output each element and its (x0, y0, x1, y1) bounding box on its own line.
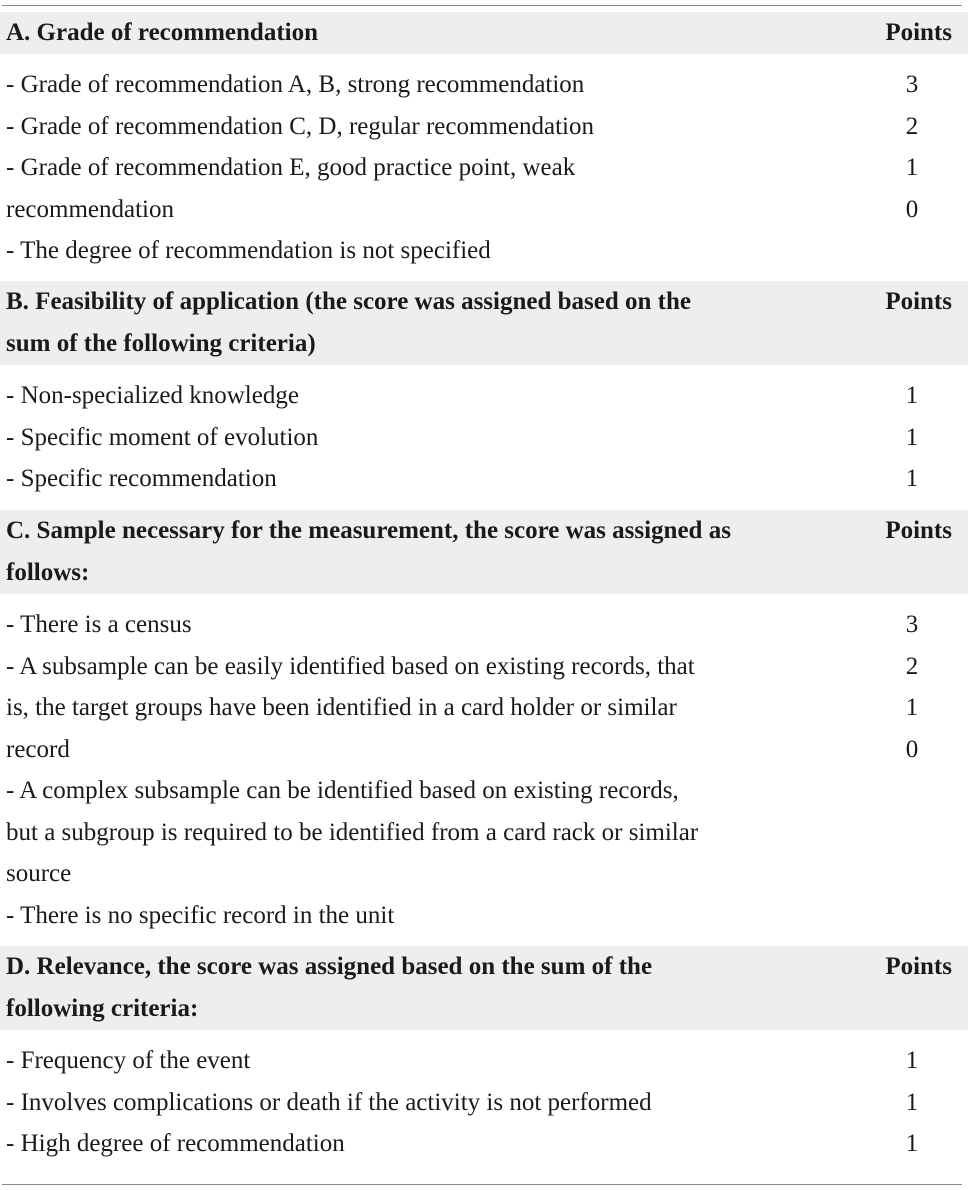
points-list (880, 604, 944, 770)
list-item: - There is no specific record in the unit (6, 901, 395, 929)
point-value: 1 (905, 382, 919, 409)
list-item: - Specific moment of evolution (6, 423, 319, 451)
list-item: - The degree of recommendation is not specified (6, 237, 491, 264)
section-grade-of-recommendation (0, 12, 968, 54)
point-value: 0 (905, 195, 919, 223)
points-list (880, 64, 944, 230)
list-item: recommendation (6, 195, 174, 223)
list-item: record (6, 735, 70, 763)
criteria-list (6, 375, 846, 500)
list-item: - A subsample can be easily identified based on existing records, that (6, 652, 695, 680)
section-relevance (0, 946, 968, 1030)
list-item: source (6, 860, 72, 887)
list-item: - There is a census (6, 611, 192, 638)
section-title: D. Relevance, the score was assigned based on the sum of the following criteria: (6, 953, 653, 1022)
list-item: is, the target groups have been identified in a card holder or similar (6, 694, 677, 721)
criteria-list (6, 64, 846, 272)
list-item: - Grade of recommendation C, D, regular recommendation (6, 112, 594, 140)
point-value: 0 (905, 735, 919, 763)
points-header: Points (885, 19, 952, 46)
list-item: - Grade of recommendation A, B, strong recommendation (6, 71, 585, 98)
points-header: Points (885, 953, 952, 980)
list-item: - Grade of recommendation E, good practice point, weak (6, 154, 576, 181)
points-header: Points (885, 288, 952, 315)
point-value: 3 (905, 71, 919, 98)
section-title: B. Feasibility of application (the score was assigned based on the sum of the following criteria) (6, 288, 691, 357)
list-item: - Frequency of the event (6, 1047, 251, 1074)
point-value: 1 (905, 694, 919, 721)
table-bottom-rule (2, 1184, 962, 1185)
point-value: 1 (905, 154, 919, 181)
criteria-list (6, 1040, 846, 1165)
point-value: 1 (905, 1088, 919, 1116)
point-value: 1 (905, 465, 919, 492)
point-value: 1 (905, 1047, 919, 1074)
list-item: - Non-specialized knowledge (6, 382, 299, 409)
list-item: - High degree of recommendation (6, 1130, 345, 1157)
list-item: - A complex subsample can be identified based on existing records, (6, 777, 679, 804)
section-sample-necessary (0, 510, 968, 594)
points-list (880, 1040, 944, 1165)
list-item: but a subgroup is required to be identified from a card rack or similar (6, 818, 699, 846)
section-feasibility-of-application (0, 281, 968, 365)
list-item: - Involves complications or death if the activity is not performed (6, 1088, 652, 1116)
criteria-list (6, 604, 846, 936)
point-value: 1 (905, 1130, 919, 1157)
points-header: Points (885, 517, 952, 544)
point-value: 1 (905, 423, 919, 451)
table-top-rule (2, 5, 962, 6)
section-title: A. Grade of recommendation (6, 19, 318, 46)
list-item: - Specific recommendation (6, 465, 277, 492)
point-value: 3 (905, 611, 919, 638)
point-value: 2 (905, 652, 919, 680)
section-title: C. Sample necessary for the measurement, the score was assigned as follows: (6, 517, 731, 586)
point-value: 2 (905, 112, 919, 140)
points-list (880, 375, 944, 500)
